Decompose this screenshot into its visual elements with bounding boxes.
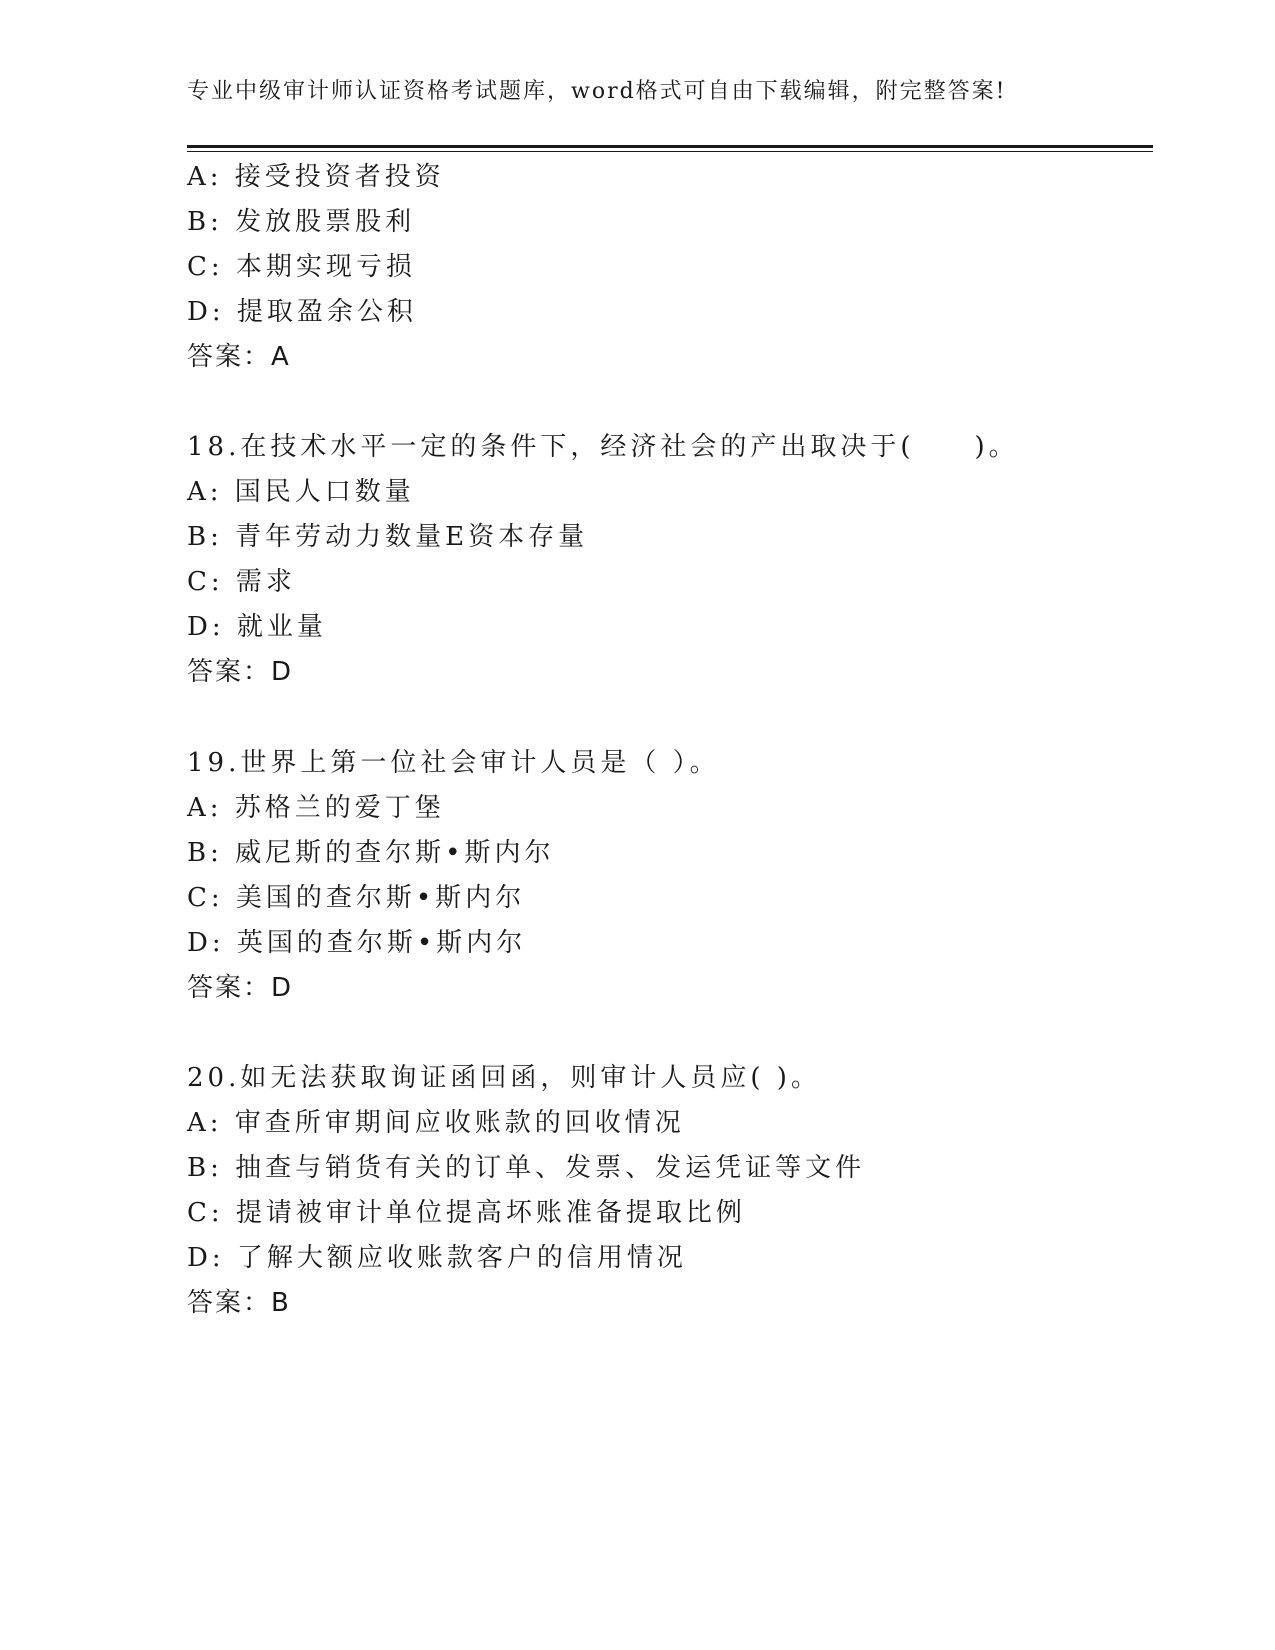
q18-option-a: A: 国民人口数量	[187, 477, 415, 507]
q17-option-d: D: 提取盈余公积	[187, 297, 417, 327]
q19-option-b: B: 威尼斯的查尔斯•斯内尔	[187, 838, 555, 868]
q19-option-d: D: 英国的查尔斯•斯内尔	[187, 928, 527, 958]
q19-option-a: A: 苏格兰的爱丁堡	[187, 793, 445, 823]
q20-option-a: A: 审查所审期间应收账款的回收情况	[187, 1108, 685, 1138]
header-divider-thick	[187, 145, 1153, 148]
q18-option-d: D: 就业量	[187, 612, 327, 642]
q17-option-c: C: 本期实现亏损	[187, 252, 416, 282]
q17-option-a: A: 接受投资者投资	[187, 162, 445, 192]
q18-question: 18.在技术水平一定的条件下，经济社会的产出取决于( )。	[187, 432, 1019, 462]
q17-answer: 答案：A	[187, 342, 291, 372]
q20-option-b: B: 抽查与销货有关的订单、发票、发运凭证等文件	[187, 1153, 866, 1183]
q17-option-b: B: 发放股票股利	[187, 207, 416, 237]
q20-option-d: D: 了解大额应收账款客户的信用情况	[187, 1243, 687, 1273]
q19-option-c: C: 美国的查尔斯•斯内尔	[187, 883, 526, 913]
q18-answer: 答案：D	[187, 657, 294, 687]
q20-option-c: C: 提请被审计单位提高坏账准备提取比例	[187, 1198, 746, 1228]
q18-option-c: C: 需求	[187, 567, 296, 597]
q20-answer: 答案：B	[187, 1288, 291, 1318]
page-header: 专业中级审计师认证资格考试题库，word格式可自由下载编辑，附完整答案!	[187, 79, 1007, 104]
q19-question: 19.世界上第一位社会审计人员是（ ）。	[187, 748, 720, 778]
q20-question: 20.如无法获取询证函回函，则审计人员应( )。	[187, 1063, 821, 1093]
header-divider-thin	[187, 151, 1153, 152]
q18-option-b: B: 青年劳动力数量E资本存量	[187, 522, 589, 552]
q19-answer: 答案：D	[187, 973, 294, 1003]
